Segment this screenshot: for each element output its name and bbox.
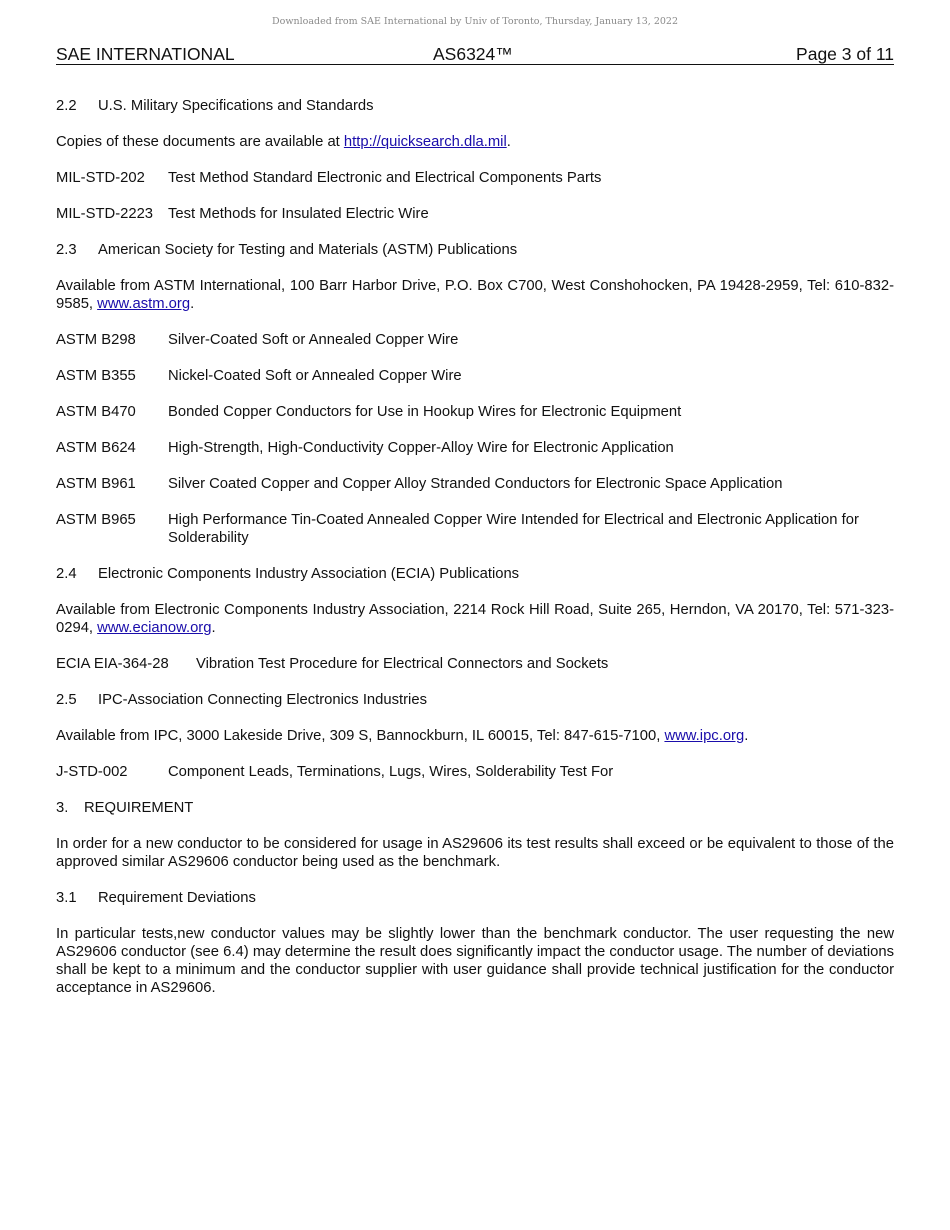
reference-row	[56, 169, 894, 187]
section-number: 2.4	[56, 566, 77, 582]
reference-code: ASTM B470	[56, 404, 136, 420]
reference-row	[56, 475, 894, 493]
download-watermark: Downloaded from SAE International by Univ of Toronto, Thursday, January 13, 2022	[271, 16, 679, 27]
section-2-4-availability	[56, 601, 894, 637]
ipc-link[interactable]: www.ipc.org	[664, 728, 745, 744]
reference-row	[56, 763, 894, 781]
section-title: IPC-Association Connecting Electronics Industries	[98, 692, 427, 708]
reference-code: ASTM B624	[56, 440, 136, 456]
period: .	[211, 620, 216, 636]
reference-code: ECIA EIA-364-28	[56, 656, 169, 672]
reference-code: ASTM B961	[56, 476, 136, 492]
reference-code: MIL-STD-202	[56, 170, 145, 186]
availability-text: Available from IPC, 3000 Lakeside Drive, 309 S, Bannockburn, IL 60015, Tel: 847-615-7100,	[56, 728, 665, 744]
availability-text: Available from Electronic Components Industry Association, 2214 Rock Hill Road, Suite 265, Herndon, VA 20170, Tel: 571-323-0294,	[56, 602, 894, 636]
availability-text: Copies of these documents are available at	[56, 134, 344, 150]
reference-title: Vibration Test Procedure for Electrical Connectors and Sockets	[196, 656, 609, 672]
section-number: 2.2	[56, 98, 77, 114]
section-title: U.S. Military Specifications and Standards	[98, 98, 374, 114]
reference-row	[56, 331, 894, 349]
section-2-5-heading	[56, 691, 894, 709]
section-number: 2.5	[56, 692, 77, 708]
reference-row	[56, 439, 894, 457]
reference-title: Bonded Copper Conductors for Use in Hookup Wires for Electronic Equipment	[168, 404, 682, 420]
section-2-3-heading	[56, 241, 894, 259]
section-title: REQUIREMENT	[84, 800, 194, 816]
reference-title: Silver Coated Copper and Copper Alloy Stranded Conductors for Electronic Space Application	[168, 476, 783, 492]
section-2-2-heading	[56, 97, 894, 115]
reference-code: MIL-STD-2223	[56, 206, 154, 222]
reference-title: Test Method Standard Electronic and Electrical Components Parts	[168, 170, 602, 186]
section-number: 2.3	[56, 242, 77, 258]
section-2-3-availability	[56, 277, 894, 313]
reference-title: Test Methods for Insulated Electric Wire	[168, 206, 429, 222]
header-publisher: SAE INTERNATIONAL	[56, 44, 235, 64]
header-document-number: AS6324™	[433, 44, 513, 64]
reference-code: ASTM B965	[56, 512, 136, 528]
section-2-4-heading	[56, 565, 894, 583]
reference-title: High-Strength, High-Conductivity Copper-Alloy Wire for Electronic Application	[168, 440, 674, 456]
reference-title: High Performance Tin-Coated Annealed Copper Wire Intended for Electrical and Electronic Application for Solderability	[168, 512, 859, 546]
period: .	[190, 296, 195, 312]
section-title: Requirement Deviations	[98, 890, 256, 906]
header-page-number: Page 3 of 11	[796, 44, 894, 64]
reference-title: Nickel-Coated Soft or Annealed Copper Wire	[168, 368, 462, 384]
section-3-1-heading	[56, 889, 894, 907]
reference-code: ASTM B298	[56, 332, 136, 348]
reference-row	[56, 367, 894, 385]
reference-row	[56, 511, 894, 547]
reference-row	[56, 403, 894, 421]
period: .	[506, 134, 511, 150]
ecia-link[interactable]: www.ecianow.org	[97, 620, 212, 636]
section-number: 3.1	[56, 890, 77, 906]
section-3-1-body: In particular tests,new conductor values may be slightly lower than the benchmark conductor. The user requesting the new AS29606 conductor (see 6.4) may determine the result does significantly impact the conductor usage. The number of deviations shall be kept to a minimum and the conductor supplier with user guidance shall provide technical justification for the conductor acceptance in AS29606.	[56, 926, 894, 996]
reference-code: J-STD-002	[56, 764, 128, 780]
availability-text: Available from ASTM International, 100 Barr Harbor Drive, P.O. Box C700, West Conshohocken, PA 19428-2959, Tel: 610-832-9585,	[56, 278, 894, 312]
section-title: American Society for Testing and Materials (ASTM) Publications	[98, 242, 518, 258]
page-body	[56, 97, 894, 1015]
reference-title: Silver-Coated Soft or Annealed Copper Wire	[168, 332, 459, 348]
section-2-2-availability	[56, 133, 894, 151]
section-3-body: In order for a new conductor to be considered for usage in AS29606 its test results shall exceed or be equivalent to those of the approved similar AS29606 conductor being used as the benchmark.	[56, 836, 894, 870]
reference-row	[56, 205, 894, 223]
reference-code: ASTM B355	[56, 368, 136, 384]
section-3-heading	[56, 799, 894, 817]
section-title: Electronic Components Industry Association (ECIA) Publications	[98, 566, 520, 582]
period: .	[744, 728, 749, 744]
section-number: 3.	[56, 800, 69, 816]
dla-link[interactable]: http://quicksearch.dla.mil	[343, 134, 507, 150]
reference-title: Component Leads, Terminations, Lugs, Wires, Solderability Test For	[168, 764, 614, 780]
section-2-5-availability	[56, 727, 894, 745]
astm-link[interactable]: www.astm.org	[97, 296, 191, 312]
reference-row	[56, 655, 894, 673]
running-header	[56, 44, 894, 65]
